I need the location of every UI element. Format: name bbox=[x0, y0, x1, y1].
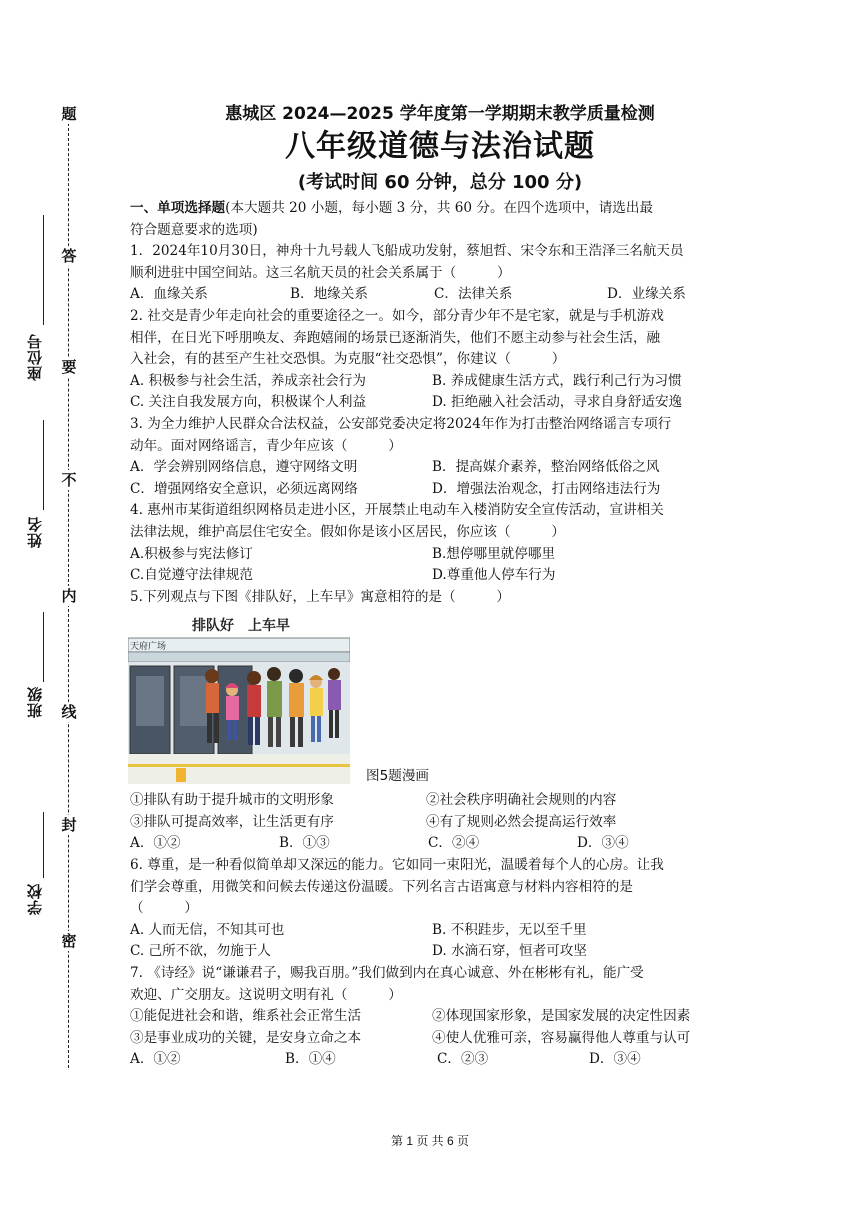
option-a[interactable]: A．血缘关系 bbox=[130, 286, 208, 303]
option-d[interactable]: D. 水滴石穿，恒者可攻坚 bbox=[432, 943, 587, 960]
question-text: 顺利进驻中国空间站。这三名航天员的社会关系属于（ ） bbox=[130, 264, 511, 281]
seal-char: 线 bbox=[61, 703, 77, 721]
option-a[interactable]: A．①② bbox=[130, 835, 181, 852]
exam-info: (考试时间 60 分钟，总分 100 分) bbox=[297, 172, 583, 193]
option-row bbox=[130, 1049, 740, 1071]
option-d[interactable]: D．③④ bbox=[577, 835, 629, 852]
statement-row bbox=[130, 1006, 740, 1028]
name-label: 姓名 bbox=[26, 516, 44, 548]
option-c[interactable]: C．增强网络安全意识，必须远离网络 bbox=[130, 480, 358, 497]
option-c[interactable]: C. 关注自我发展方向，积极谋个人利益 bbox=[130, 394, 367, 411]
seal-char: 要 bbox=[61, 358, 77, 376]
option-d[interactable]: D．业缘关系 bbox=[607, 286, 686, 303]
option-b[interactable]: B. 不积跬步，无以至千里 bbox=[432, 921, 587, 938]
question-text: 3. 为全力维护人民群众合法权益，公安部党委决定将2024年作为打击整治网络谣言专项行 bbox=[130, 415, 672, 432]
option-a[interactable]: A. 人而无信，不知其可也 bbox=[130, 921, 285, 938]
option-b[interactable]: B.想停哪里就停哪里 bbox=[432, 545, 556, 562]
statement: ④使人优雅可亲，容易赢得他人尊重与认可 bbox=[432, 1029, 691, 1046]
option-row bbox=[130, 544, 740, 566]
option-b[interactable]: B．①④ bbox=[285, 1051, 336, 1068]
queue-cartoon-illustration bbox=[128, 616, 350, 784]
question-text: 7. 《诗经》说“谦谦君子，赐我百朋。”我们做到内在真心诚意、外在彬彬有礼，能广受 bbox=[130, 965, 644, 982]
statement: ②社会秩序明确社会规则的内容 bbox=[426, 792, 617, 809]
question-text: 入社会，有的甚至产生社交恐惧。为克服“社交恐惧”，你建议（ ） bbox=[130, 351, 566, 368]
question-4 bbox=[130, 500, 740, 586]
question-text: 相伴，在日光下呼朋唤友、奔跑嬉闹的场景已逐渐消失，他们不愿主动参与社会生活，融 bbox=[130, 329, 661, 346]
cartoon-title: 排队好 上车早 bbox=[192, 618, 290, 635]
question-1 bbox=[130, 241, 740, 306]
statement: ①排队有助于提升城市的文明形象 bbox=[130, 792, 334, 809]
school-line bbox=[43, 812, 44, 878]
option-d[interactable]: D.尊重他人停车行为 bbox=[432, 567, 556, 584]
option-d[interactable]: D. 拒绝融入社会活动，寻求自身舒适安逸 bbox=[432, 394, 683, 411]
class-label: 班级 bbox=[26, 686, 44, 718]
option-b[interactable]: B．①③ bbox=[279, 835, 330, 852]
statement: ③排队可提高效率，让生活更有序 bbox=[130, 813, 334, 830]
binding-margin bbox=[0, 0, 110, 1216]
seal-char: 封 bbox=[61, 816, 77, 834]
question-text: （ ） bbox=[130, 900, 198, 917]
option-c[interactable]: C.自觉遵守法律规范 bbox=[130, 567, 253, 584]
question-text: 2. 社交是青少年走向社会的重要途径之一。如今，部分青少年不是宅家，就是与手机游戏 bbox=[130, 307, 664, 324]
seat-number-label: 座位号 bbox=[26, 333, 44, 381]
question-text: 欢迎、广交朋友。这说明文明有礼（ ） bbox=[130, 986, 402, 1003]
option-b[interactable]: B．地缘关系 bbox=[290, 286, 368, 303]
statement: ③是事业成功的关键，是安身立命之本 bbox=[130, 1029, 362, 1046]
option-row bbox=[130, 284, 740, 306]
section-instruction-cont: 符合题意要求的选项) bbox=[130, 221, 258, 238]
station-sign: 天府广场 bbox=[130, 642, 167, 653]
option-a[interactable]: A. 积极参与社会生活，养成亲社会行为 bbox=[130, 372, 366, 389]
question-text: 动年。面对网络谣言，青少年应该（ ） bbox=[130, 437, 402, 454]
question-5 bbox=[130, 587, 740, 855]
question-text: 们学会尊重，用微笑和问候去传递这份温暖。下列名言古语寓意与材料内容相符的是 bbox=[130, 878, 633, 895]
question-2 bbox=[130, 306, 740, 414]
question-text: 6. 尊重，是一种看似简单却又深远的能力。它如同一束阳光，温暖着每个人的心房。让我 bbox=[130, 857, 664, 874]
option-d[interactable]: D．增强法治观念，打击网络违法行为 bbox=[432, 480, 661, 497]
cartoon-caption: 图5题漫画 bbox=[366, 768, 430, 785]
option-b[interactable]: B. 养成健康生活方式，践行利己行为习惯 bbox=[432, 372, 682, 389]
cartoon-figure bbox=[130, 608, 740, 790]
statement-row bbox=[130, 790, 740, 812]
option-row bbox=[130, 941, 740, 963]
seal-char: 密 bbox=[61, 932, 77, 950]
name-line bbox=[43, 420, 44, 510]
question-text: 法律法规，维护高层住宅安全。假如你是该小区居民，你应该（ ） bbox=[130, 523, 565, 540]
statement-row bbox=[130, 1028, 740, 1050]
option-row bbox=[130, 920, 740, 942]
statement: ①能促进社会和谐，维系社会正常生活 bbox=[130, 1008, 362, 1025]
option-row bbox=[130, 565, 740, 587]
question-7 bbox=[130, 963, 740, 1071]
seal-char: 内 bbox=[61, 587, 77, 605]
section-heading: 一、单项选择题 bbox=[130, 200, 226, 216]
section-instruction: 一、单项选择题(本大题共 20 小题，每小题 3 分，共 60 分。在四个选项中，请选出最 bbox=[130, 200, 654, 216]
question-text: 4. 惠州市某街道组织网格员走进小区，开展禁止电动车入楼消防安全宣传活动，宣讲相关 bbox=[130, 502, 664, 519]
option-c[interactable]: C. 己所不欲，勿施于人 bbox=[130, 943, 271, 960]
statement-row bbox=[130, 812, 740, 834]
option-row bbox=[130, 392, 740, 414]
option-row bbox=[130, 479, 740, 501]
option-a[interactable]: A．①② bbox=[130, 1051, 181, 1068]
statement: ④有了规则必然会提高运行效率 bbox=[426, 813, 617, 830]
option-row bbox=[130, 833, 740, 855]
seal-char: 不 bbox=[61, 471, 77, 489]
school-label: 学校 bbox=[26, 883, 44, 915]
seal-char: 题 bbox=[61, 105, 77, 123]
question-6 bbox=[130, 855, 740, 963]
exam-subtitle: 惠城区 2024—2025 学年度第一学期期末教学质量检测 bbox=[225, 104, 655, 124]
question-3 bbox=[130, 414, 740, 500]
exam-title: 八年级道德与法治试题 bbox=[285, 129, 595, 164]
class-line bbox=[43, 612, 44, 682]
page-footer: 第 1 页 共 6 页 bbox=[390, 1134, 470, 1148]
option-a[interactable]: A.积极参与宪法修订 bbox=[130, 545, 253, 562]
option-c[interactable]: C．法律关系 bbox=[434, 286, 513, 303]
option-c[interactable]: C．②③ bbox=[437, 1051, 489, 1068]
option-a[interactable]: A．学会辨别网络信息，遵守网络文明 bbox=[130, 459, 358, 476]
option-d[interactable]: D．③④ bbox=[589, 1051, 641, 1068]
option-row bbox=[130, 371, 740, 393]
option-row bbox=[130, 457, 740, 479]
question-text: 5.下列观点与下图《排队好，上车早》寓意相符的是（ ） bbox=[130, 588, 510, 605]
question-text: 1．2024年10月30日，神舟十九号载人飞船成功发射，蔡旭哲、宋令东和王浩泽三名航天员 bbox=[130, 243, 684, 260]
exam-page bbox=[130, 102, 740, 1071]
seal-char: 答 bbox=[61, 247, 77, 265]
option-b[interactable]: B．提高媒介素养，整治网络低俗之风 bbox=[432, 459, 660, 476]
statement: ②体现国家形象，是国家发展的决定性因素 bbox=[432, 1008, 691, 1025]
seat-number-line bbox=[43, 215, 44, 325]
option-c[interactable]: C．②④ bbox=[428, 835, 480, 852]
